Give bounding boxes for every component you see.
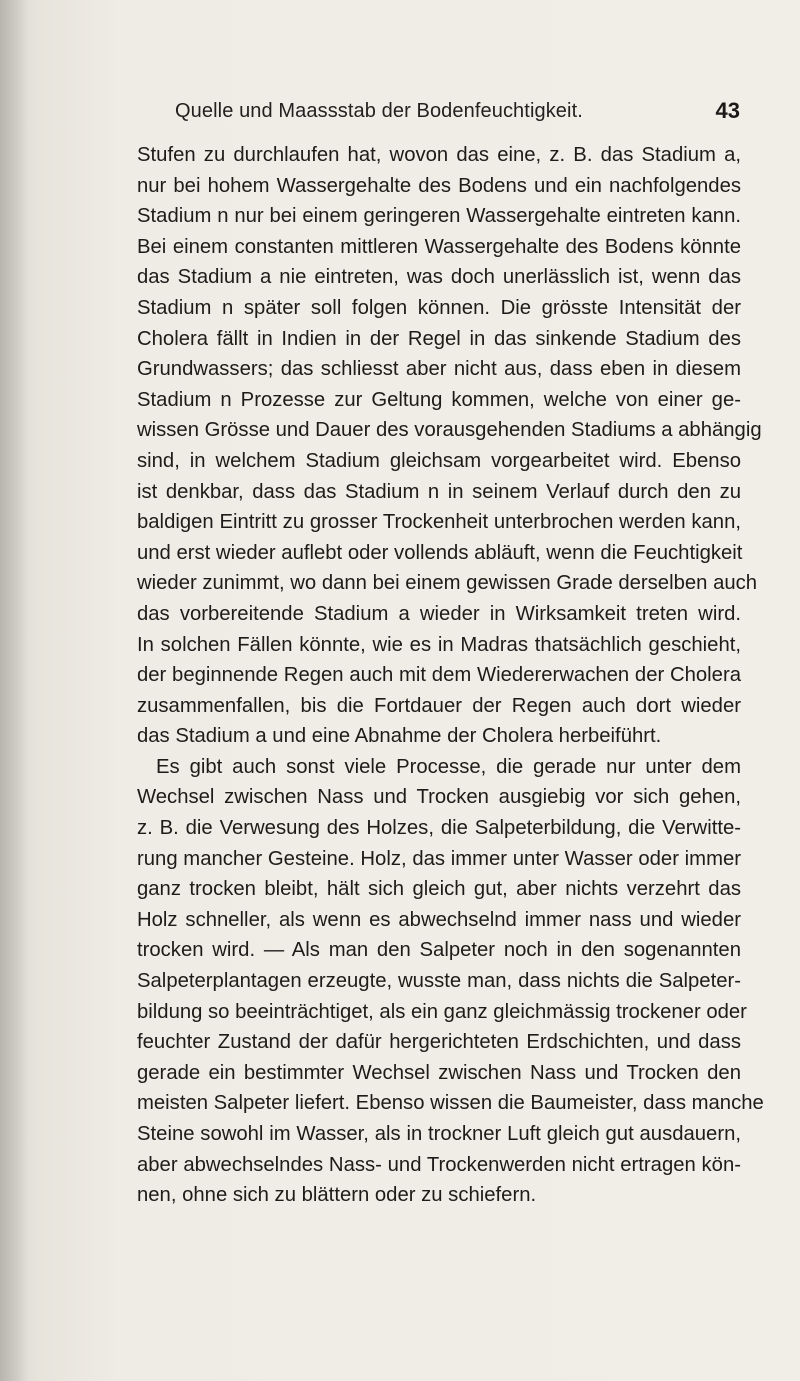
text-line: Bei einem constanten mittleren Wassergehalte des Bodens könnte (137, 235, 741, 258)
text-line: ganz trocken bleibt, hält sich gleich gut, aber nichts verzehrt das (137, 878, 741, 901)
text-line: z. B. die Verwesung des Holzes, die Salpeterbildung, die Verwitte- (137, 817, 741, 840)
text-line: Stadium n später soll folgen können. Die grösste Intensität der (137, 296, 741, 319)
text-line: Cholera fällt in Indien in der Regel in das sinkende Stadium des (137, 327, 741, 350)
text-line: baldigen Eintritt zu grosser Trockenheit unterbrochen werden kann, (137, 511, 741, 534)
text-line: zusammenfallen, bis die Fortdauer der Regen auch dort wieder (137, 694, 741, 717)
text-line: feuchter Zustand der dafür hergerichteten Erdschichten, und dass (137, 1031, 741, 1054)
text-line: wieder zunimmt, wo dann bei einem gewissen Grade derselben auch (137, 572, 758, 595)
running-header (140, 100, 740, 130)
text-line: das vorbereitende Stadium a wieder in Wirksamkeit treten wird. (137, 602, 741, 625)
binding-shadow (0, 0, 28, 1381)
text-line: ist denkbar, dass das Stadium n in seinem Verlauf durch den zu (137, 480, 741, 503)
text-line: Wechsel zwischen Nass und Trocken ausgiebig vor sich gehen, (137, 786, 741, 809)
text-line: Es gibt auch sonst viele Processe, die gerade nur unter dem (156, 755, 741, 778)
paragraph-1 (137, 140, 762, 752)
page-number: 43 (715, 98, 740, 123)
text-line: Steine sowohl im Wasser, als in trockner Luft gleich gut ausdauern, (137, 1123, 741, 1145)
text-line: trocken wird. — Als man den Salpeter noch in den sogenannten (137, 939, 741, 962)
paragraph-2 (137, 752, 764, 1211)
text-line: nen, ohne sich zu blättern oder zu schiefern. (137, 1184, 537, 1207)
text-line: Holz schneller, als wenn es abwechselnd immer nass und wieder (137, 908, 741, 931)
text-line: Stadium n Prozesse zur Geltung kommen, welche von einer ge- (137, 388, 741, 411)
text-line: Stadium n nur bei einem geringeren Wassergehalte eintreten kann. (137, 205, 741, 228)
text-line: der beginnende Regen auch mit dem Wiedererwachen der Cholera (137, 664, 741, 687)
text-line: das Stadium a und eine Abnahme der Cholera herbeiführt. (137, 725, 662, 748)
text-line: rung mancher Gesteine. Holz, das immer unter Wasser oder immer (137, 847, 741, 870)
text-line: das Stadium a nie eintreten, was doch unerlässlich ist, wenn das (137, 266, 741, 289)
text-line: aber abwechselndes Nass- und Trockenwerden nicht ertragen kön- (137, 1153, 741, 1176)
text-line: und erst wieder auflebt oder vollends abläuft, wenn die Feuchtigkeit (137, 541, 743, 564)
text-line: In solchen Fällen könnte, wie es in Madras thatsächlich geschieht, (137, 633, 741, 656)
text-line: Grundwassers; das schliesst aber nicht aus, dass eben in diesem (137, 358, 741, 381)
text-line: gerade ein bestimmter Wechsel zwischen Nass und Trocken den (137, 1061, 741, 1084)
text-line: Stufen zu durchlaufen hat, wovon das eine, z. B. das Stadium a, (137, 144, 741, 166)
body-text (137, 140, 764, 1211)
text-line: sind, in welchem Stadium gleichsam vorgearbeitet wird. Ebenso (137, 449, 741, 472)
text-line: nur bei hohem Wassergehalte des Bodens und ein nachfolgendes (137, 174, 741, 197)
text-line: bildung so beeinträchtiget, als ein ganz gleichmässig trockener oder (137, 1000, 747, 1023)
text-line: meisten Salpeter liefert. Ebenso wissen die Baumeister, dass manche (137, 1092, 764, 1115)
text-line: Salpeterplantagen erzeugte, wusste man, dass nichts die Salpeter- (137, 970, 741, 993)
text-line: wissen Grösse und Dauer des vorausgehenden Stadiums a abhängig (137, 419, 762, 442)
header-title: Quelle und Maassstab der Bodenfeuchtigkeit. (175, 100, 583, 122)
